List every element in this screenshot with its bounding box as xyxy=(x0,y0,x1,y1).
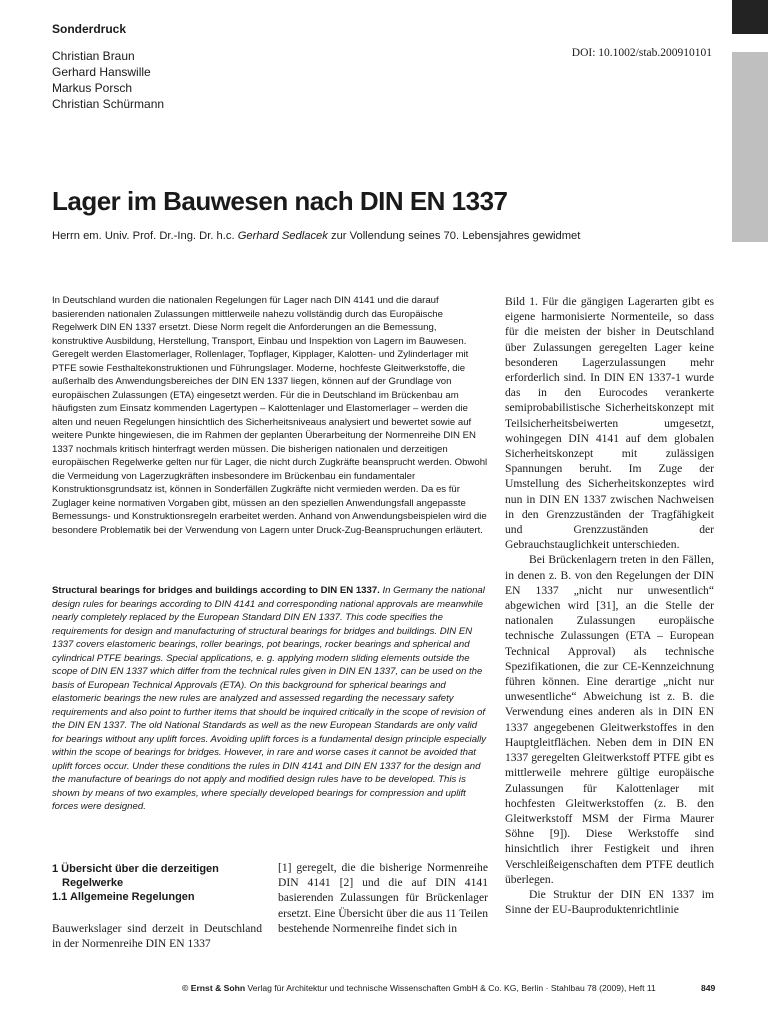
doi[interactable]: DOI: 10.1002/stab.200910101 xyxy=(571,47,712,59)
abstract-german: In Deutschland wurden die nationalen Regelungen für Lager nach DIN 4141 und die darauf basierenden nationalen Zulassungen mittlerweile nahezu vollständig durch das Europäische Regelwerk DIN EN 1337 ersetzt. Diese Norm regelt die Anforderungen an die Bemessung, konstruktive Ausbildung, Herstellung, Transport, Einbau und Inspektion von Lagern im Bauwesen. Geregelt werden Elastomerlager, Rollenlager, Topflager, Kipplager, Kalotten- und Zylinderlager mit PTFE sowie Festhaltekonstruktionen und Führungslager. Moderne, hochfeste Gleitwerkstoffe, die außerhalb des Anwendungsbereiches der DIN EN 1337 liegen, können auf der Grundlage von europäischen Zulassungen (ETA) eingesetzt werden. Für die in Deutschland im Brückenbau am häufigsten zum Einsatz kommenden Lagertypen – Kalottenlager und Elastomerlager – werden die alten und neuen Regelungen hinsichtlich des Sicherheitsniveaus analysiert und bewertet sowie auf weitere Punkte hingewiesen, die im Rahmen der geplanten Überarbeitung der Normenreihe DIN EN 1337 nochmals kritisch hinterfragt werden müssen. Die bisherigen nationalen und derzeitigen europäischen Regelwerke gelten nur für Lager, die nicht durch Zugkräfte beansprucht werden. Obwohl die Vermeidung von Lagerzugkräften insbesondere im Brückenbau ein fundamentaler Konstruktionsgrundsatz ist, können in Sonderfällen Zugkräfte nicht vermieden werden. Da es für Zuglager keine normativen Vorgaben gibt, müssen an den speziellen Anwendungsfall angepasste Bemessungs- und Konstruktionsregeln erarbeitet werden. Anhand von Anwendungsbeispielen wird die besondere Problematik bei der Verwendung von Lagern unter Druck-Zug-Beanspruchungen erläutert. xyxy=(52,295,488,536)
abstract-english xyxy=(52,584,490,814)
section-1-heading-cont: Regelwerke xyxy=(62,877,124,889)
body-paragraph: Bei Brückenlagern treten in den Fällen, in denen z. B. von den Regelungen der DIN EN 1337 „nicht nur unwesentlich“ abgewichen wird [31], an die Stelle der nationalen Zulassungen europäische technische Zulassungen (ETA – European Technical Approval) als technische Spezifikationen, die zur CE-Kennzeichnung führen können. Eine derartige „nicht nur unwesentliche“ Abweichung ist z. B. die Verwendung eines anderen als in DIN EN 1337 angegebenen Gleitwerkstoffes in den Hauptgleitflächen. Neben dem in DIN EN 1337 geregelten Gleitwerkstoff PTFE gibt es mittlerweile mehrere gültige europäische Zulassungen für Kalottenlager mit hochfesten Gleitwerkstoffen (z. B. den Gleitwerkstoff MSM der Firma Maurer Söhne [9]). Diese Werkstoffe sind hinsichtlich ihrer Festigkeit und ihren Verschleißeigenschaften dem PTFE deutlich überlegen. xyxy=(505,553,714,886)
body-paragraph: Bild 1. Für die gängigen Lagerarten gibt es eigene harmonisierte Normenteile, so dass für die meisten der bisher in Deutschland über Zulassungen geregelten Lager keine besonderen Lagerzulassungen mehr erforderlich sind. In DIN EN 1337-1 wurde das in den Eurocodes verankerte semiprobabilistische Sicherheitskonzept mit Teilsicherheitsbeiwerten umgesetzt, wohingegen DIN 4141 auf dem globalen Sicherheitskonzept mit zulässigen Spannungen beruht. Im Zuge der Umstellung des Sicherheitskonzeptes wird nun in DIN EN 1337 zwischen Nachweisen in den Grenzzuständen der Tragfähigkeit und Grenzzuständen der Gebrauchstauglichkeit unterschieden. xyxy=(505,295,714,552)
author-name: Gerhard Hanswille xyxy=(52,65,151,79)
page-number: 849 xyxy=(701,983,716,993)
dedication-pre: Herrn em. Univ. Prof. Dr.-Ing. Dr. h.c. xyxy=(52,230,238,242)
author-name: Christian Braun xyxy=(52,49,135,63)
abstract-english-title: Structural bearings for bridges and buildings according to DIN EN 1337. xyxy=(52,585,380,596)
author-name: Markus Porsch xyxy=(52,81,133,95)
section-1-heading: 1 Übersicht über die derzeitigen xyxy=(52,863,219,875)
section-1-1-heading: 1.1 Allgemeine Regelungen xyxy=(52,891,195,903)
dedication-post: zur Vollendung seines 70. Lebensjahres gewidmet xyxy=(327,230,581,242)
abstract-english-body: In Germany the national design rules for bearings according to DIN 4141 and corresponding national approvals are meanwhile nearly completely replaced by the European Standard DIN EN 1337. This code specifies the requirements for design and manufacturing of structural bearings for bridges and buildings. DIN EN 1337 covers elastomeric bearings, roller bearings, pot bearings, rocker bearings and spherical and cylindrical PTFE bearings. Special applications, e. g. applying modern sliding elements outside the scope of DIN EN 1337 which differ from the technical rules given in DIN EN 1337, can be used on the basis of European Technical Approvals (ETA). On this background for spherical bearings and elastomeric bearings the new rules are analyzed and assessed regarding the necessary safety requirements and also point to further items that should be inquired critically in the scope of revision of the DIN EN 1337. The old National Standards as well as the new European Standards are only valid for bearings without any uplift forces. Avoiding uplift forces is a fundamental design principle especially within the scope of bearings for bridges. However, in rare and worse cases it cannot be avoided that uplift forces occur. Under these conditions the rules in DIN 4141 and DIN EN 1337 for the design and the manufacture of bearings do not apply and modified design rules have to be developed. This is shown by means of two examples, where specially developed bearings for compression and uplift forces were designed. xyxy=(52,585,487,812)
publisher-info: Verlag für Architektur und technische Wissenschaften GmbH & Co. KG, Berlin · Stahlbau 78 (2009), Heft 11 xyxy=(245,983,656,993)
body-column-left: Bauwerkslager sind derzeit in Deutschland in der Normenreihe DIN EN 1337 xyxy=(52,922,262,951)
author-list xyxy=(52,48,164,112)
body-column-middle: [1] geregelt, die die bisherige Normenreihe DIN 4141 [2] und die auf DIN 4141 basierenden Zulassungen für Brückenlager ersetzt. Eine Übersicht über die aus 11 Teilen bestehende Normenreihe findet sich in xyxy=(278,861,488,935)
author-name: Christian Schürmann xyxy=(52,97,165,111)
body-column-right xyxy=(505,294,714,917)
article-title: Lager im Bauwesen nach DIN EN 1337 xyxy=(52,186,508,216)
publisher-name: © Ernst & Sohn xyxy=(182,983,246,993)
dedication xyxy=(52,230,580,242)
footer-publisher xyxy=(182,983,656,993)
thumb-index-gray xyxy=(732,52,768,242)
section-heading xyxy=(52,862,262,904)
body-paragraph: Die Struktur der DIN EN 1337 im Sinne der EU-Bauproduktenrichtlinie xyxy=(505,887,714,917)
dedication-name: Gerhard Sedlacek xyxy=(237,230,328,242)
thumb-index-dark xyxy=(732,0,768,34)
kicker-label: Sonderdruck xyxy=(52,22,127,36)
